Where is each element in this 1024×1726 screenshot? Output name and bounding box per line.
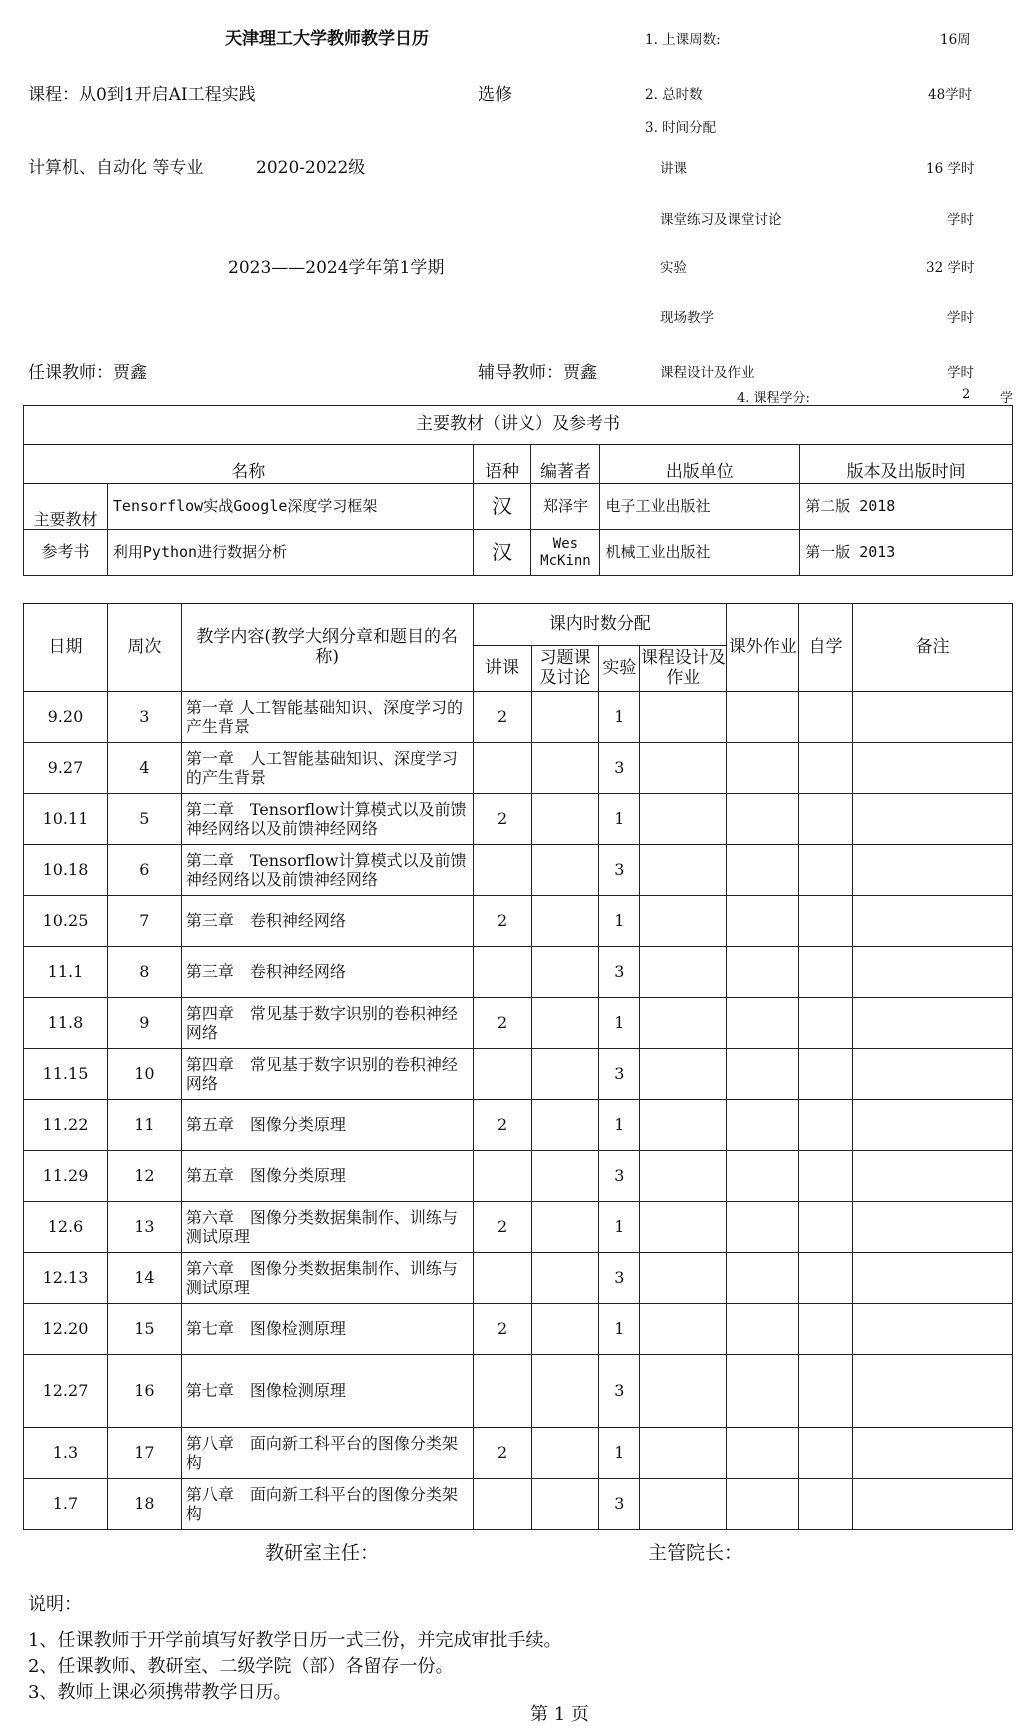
row-lecture: 2: [473, 692, 531, 743]
row-lecture: [473, 1355, 531, 1428]
credit-unit: 学: [1000, 391, 1014, 406]
row-notes: [853, 692, 1013, 743]
row-selfstudy: [799, 1479, 853, 1530]
row-lecture: [473, 1151, 531, 1202]
header-selfstudy: 自学: [799, 604, 853, 692]
row-notes: [853, 1100, 1013, 1151]
row-lecture: 2: [473, 896, 531, 947]
book-name: Tensorflow实战Google深度学习框架: [107, 484, 473, 530]
row-date: 11.8: [24, 998, 108, 1049]
table-row: [24, 1253, 1013, 1304]
col-header-publisher: 出版单位: [600, 445, 800, 484]
lab-label: 实验: [660, 260, 687, 276]
row-lab: 3: [599, 1479, 640, 1530]
header-week: 周次: [107, 604, 181, 692]
row-homework: [727, 1428, 799, 1479]
table-row: [24, 1304, 1013, 1355]
major-line: 计算机、自动化 等专业: [28, 158, 204, 178]
row-exercise: [531, 1479, 599, 1530]
row-selfstudy: [799, 1355, 853, 1428]
table-row: [24, 530, 1013, 576]
header-date: 日期: [24, 604, 108, 692]
row-content: 第三章 卷积神经网络: [181, 896, 473, 947]
lab-value: 32 学时: [926, 260, 975, 276]
row-lecture: [473, 743, 531, 794]
row-exercise: [531, 998, 599, 1049]
row-selfstudy: [799, 743, 853, 794]
row-lab: 3: [599, 1253, 640, 1304]
row-selfstudy: [799, 1304, 853, 1355]
credit-label: 4. 课程学分:: [737, 391, 810, 406]
row-exercise: [531, 1428, 599, 1479]
col-header-author: 编著者: [531, 445, 600, 484]
table-row: [24, 1355, 1013, 1428]
course-type: 选修: [478, 85, 512, 105]
table-row: [24, 743, 1013, 794]
row-date: 1.3: [24, 1428, 108, 1479]
row-week: 18: [107, 1479, 181, 1530]
row-notes: [853, 1304, 1013, 1355]
row-date: 9.27: [24, 743, 108, 794]
row-exercise: [531, 794, 599, 845]
row-date: 11.22: [24, 1100, 108, 1151]
book-publisher: 机械工业出版社: [600, 530, 800, 576]
row-week: 8: [107, 947, 181, 998]
row-lecture: [473, 845, 531, 896]
table-row: [24, 845, 1013, 896]
row-week: 5: [107, 794, 181, 845]
row-date: 10.11: [24, 794, 108, 845]
header-content: 教学内容(教学大纲分章和题目的名称): [181, 604, 473, 692]
row-week: 12: [107, 1151, 181, 1202]
row-notes: [853, 896, 1013, 947]
header-notes: 备注: [853, 604, 1013, 692]
row-lecture: 2: [473, 1428, 531, 1479]
row-design: [640, 1253, 727, 1304]
dean-signature-label: 主管院长：: [648, 1542, 744, 1564]
table-row: [24, 794, 1013, 845]
row-lab: 1: [599, 794, 640, 845]
row-design: [640, 1355, 727, 1428]
row-selfstudy: [799, 1151, 853, 1202]
row-notes: [853, 1253, 1013, 1304]
row-content: 第八章 面向新工科平台的图像分类架构: [181, 1479, 473, 1530]
table-row: [24, 1049, 1013, 1100]
row-lecture: 2: [473, 1202, 531, 1253]
director-signature-label: 教研室主任：: [265, 1542, 380, 1564]
row-content: 第四章 常见基于数字识别的卷积神经网络: [181, 1049, 473, 1100]
row-week: 14: [107, 1253, 181, 1304]
row-exercise: [531, 1049, 599, 1100]
row-lecture: 2: [473, 1304, 531, 1355]
row-date: 11.29: [24, 1151, 108, 1202]
hours-label: 2. 总时数: [645, 87, 703, 103]
row-lab: 1: [599, 998, 640, 1049]
textbook-section-title: 主要教材（讲义）及参考书: [24, 406, 1013, 445]
row-lecture: 2: [473, 998, 531, 1049]
row-content: 第七章 图像检测原理: [181, 1304, 473, 1355]
row-date: 12.27: [24, 1355, 108, 1428]
row-notes: [853, 1202, 1013, 1253]
book-edition: 第一版 2013: [800, 530, 1013, 576]
credit-value: 2: [962, 387, 971, 402]
row-lab: 1: [599, 1428, 640, 1479]
textbook-table: [23, 405, 1013, 576]
row-lecture: [473, 1479, 531, 1530]
row-week: 7: [107, 896, 181, 947]
row-selfstudy: [799, 998, 853, 1049]
row-content: 第一章 人工智能基础知识、深度学习的产生背景: [181, 692, 473, 743]
row-homework: [727, 1355, 799, 1428]
row-homework: [727, 896, 799, 947]
row-date: 10.25: [24, 896, 108, 947]
row-design: [640, 845, 727, 896]
book-kind: 主要教材: [24, 484, 108, 530]
note-line: 2、任课教师、教研室、二级学院（部）各留存一份。: [28, 1656, 454, 1677]
book-kind: 参考书: [24, 530, 108, 576]
row-lab: 3: [599, 1151, 640, 1202]
row-homework: [727, 1100, 799, 1151]
row-lab: 1: [599, 692, 640, 743]
row-design: [640, 794, 727, 845]
row-homework: [727, 794, 799, 845]
row-lab: 1: [599, 1202, 640, 1253]
grade: 2020-2022级: [256, 158, 366, 178]
row-notes: [853, 1151, 1013, 1202]
header-design: 课程设计及作业: [640, 646, 727, 692]
course-name: 课程：从0到1开启AI工程实践: [28, 85, 256, 105]
row-design: [640, 896, 727, 947]
row-week: 9: [107, 998, 181, 1049]
row-date: 1.7: [24, 1479, 108, 1530]
row-design: [640, 1151, 727, 1202]
row-date: 10.18: [24, 845, 108, 896]
row-design: [640, 1202, 727, 1253]
col-header-name: 名称: [24, 445, 474, 484]
hours-value: 48学时: [928, 87, 973, 103]
table-row: [24, 1479, 1013, 1530]
row-selfstudy: [799, 794, 853, 845]
row-content: 第三章 卷积神经网络: [181, 947, 473, 998]
row-homework: [727, 998, 799, 1049]
row-lecture: 2: [473, 794, 531, 845]
row-date: 11.1: [24, 947, 108, 998]
row-design: [640, 1049, 727, 1100]
table-row: [24, 896, 1013, 947]
table-row: [24, 1202, 1013, 1253]
col-header-language: 语种: [473, 445, 531, 484]
row-date: 12.6: [24, 1202, 108, 1253]
page-number: 第 1 页: [530, 1704, 589, 1725]
lecture-value: 16 学时: [926, 161, 975, 177]
row-exercise: [531, 845, 599, 896]
row-notes: [853, 1355, 1013, 1428]
row-selfstudy: [799, 1049, 853, 1100]
lecture-label: 讲课: [660, 161, 687, 177]
row-lab: 3: [599, 743, 640, 794]
schedule-table: [23, 603, 1013, 1530]
row-lab: 3: [599, 1355, 640, 1428]
exercise-label: 课堂练习及课堂讨论: [660, 212, 782, 228]
row-date: 9.20: [24, 692, 108, 743]
row-exercise: [531, 896, 599, 947]
row-homework: [727, 743, 799, 794]
row-content: 第二章 Tensorflow计算模式以及前馈神经网络以及前馈神经网络: [181, 794, 473, 845]
header-inclass-hours: 课内时数分配: [473, 604, 727, 646]
row-lecture: [473, 947, 531, 998]
row-exercise: [531, 1100, 599, 1151]
row-homework: [727, 1253, 799, 1304]
header-lab: 实验: [599, 646, 640, 692]
header-homework: 课外作业: [727, 604, 799, 692]
row-design: [640, 692, 727, 743]
row-week: 3: [107, 692, 181, 743]
row-content: 第一章 人工智能基础知识、深度学习的产生背景: [181, 743, 473, 794]
row-lecture: [473, 1253, 531, 1304]
weeks-value: 16周: [940, 32, 971, 48]
field-label: 现场教学: [660, 310, 714, 326]
row-exercise: [531, 743, 599, 794]
row-lecture: [473, 1049, 531, 1100]
header-exercise: 习题课及讨论: [531, 646, 599, 692]
row-notes: [853, 1428, 1013, 1479]
notes-title: 说明：: [28, 1594, 82, 1615]
table-row: [24, 1428, 1013, 1479]
book-author: 郑泽宇: [531, 484, 600, 530]
row-exercise: [531, 1253, 599, 1304]
row-notes: [853, 743, 1013, 794]
row-homework: [727, 1202, 799, 1253]
design-label: 课程设计及作业: [660, 365, 755, 381]
row-content: 第六章 图像分类数据集制作、训练与测试原理: [181, 1202, 473, 1253]
tutor: 辅导教师：贾鑫: [478, 363, 597, 383]
table-row: [24, 692, 1013, 743]
table-row: [24, 484, 1013, 530]
row-exercise: [531, 1304, 599, 1355]
row-selfstudy: [799, 947, 853, 998]
row-homework: [727, 1479, 799, 1530]
row-content: 第五章 图像分类原理: [181, 1151, 473, 1202]
book-edition: 第二版 2018: [800, 484, 1013, 530]
row-selfstudy: [799, 1253, 853, 1304]
row-notes: [853, 998, 1013, 1049]
row-homework: [727, 1151, 799, 1202]
row-design: [640, 743, 727, 794]
table-row: [24, 998, 1013, 1049]
row-design: [640, 1428, 727, 1479]
exercise-value: 学时: [947, 212, 974, 228]
row-lab: 3: [599, 1049, 640, 1100]
row-week: 11: [107, 1100, 181, 1151]
row-homework: [727, 1049, 799, 1100]
table-row: [24, 1151, 1013, 1202]
book-language: 汉: [473, 484, 531, 530]
note-line: 1、任课教师于开学前填写好教学日历一式三份，并完成审批手续。: [28, 1630, 562, 1651]
book-language: 汉: [473, 530, 531, 576]
row-notes: [853, 794, 1013, 845]
row-exercise: [531, 692, 599, 743]
row-content: 第七章 图像检测原理: [181, 1355, 473, 1428]
row-lab: 1: [599, 896, 640, 947]
row-selfstudy: [799, 1428, 853, 1479]
row-notes: [853, 845, 1013, 896]
row-content: 第五章 图像分类原理: [181, 1100, 473, 1151]
row-date: 12.13: [24, 1253, 108, 1304]
row-week: 15: [107, 1304, 181, 1355]
row-design: [640, 998, 727, 1049]
row-selfstudy: [799, 692, 853, 743]
row-week: 10: [107, 1049, 181, 1100]
row-selfstudy: [799, 1202, 853, 1253]
row-week: 4: [107, 743, 181, 794]
row-selfstudy: [799, 896, 853, 947]
row-design: [640, 947, 727, 998]
row-week: 6: [107, 845, 181, 896]
header-lecture: 讲课: [473, 646, 531, 692]
row-date: 11.15: [24, 1049, 108, 1100]
row-content: 第八章 面向新工科平台的图像分类架构: [181, 1428, 473, 1479]
row-notes: [853, 1049, 1013, 1100]
row-notes: [853, 947, 1013, 998]
table-row: [24, 1100, 1013, 1151]
field-value: 学时: [947, 310, 974, 326]
semester: 2023——2024学年第1学期: [228, 258, 445, 278]
row-exercise: [531, 1355, 599, 1428]
col-header-edition: 版本及出版时间: [800, 445, 1013, 484]
row-lab: 3: [599, 947, 640, 998]
row-exercise: [531, 947, 599, 998]
row-date: 12.20: [24, 1304, 108, 1355]
page-title: 天津理工大学教师教学日历: [225, 29, 429, 49]
row-selfstudy: [799, 1100, 853, 1151]
row-homework: [727, 845, 799, 896]
table-row: [24, 947, 1013, 998]
row-lab: 1: [599, 1304, 640, 1355]
row-content: 第六章 图像分类数据集制作、训练与测试原理: [181, 1253, 473, 1304]
row-week: 17: [107, 1428, 181, 1479]
row-notes: [853, 1479, 1013, 1530]
row-design: [640, 1100, 727, 1151]
row-homework: [727, 1304, 799, 1355]
teacher: 任课教师：贾鑫: [28, 363, 147, 383]
book-author: Wes McKinn: [531, 530, 600, 576]
row-exercise: [531, 1151, 599, 1202]
row-week: 16: [107, 1355, 181, 1428]
design-value: 学时: [947, 365, 974, 381]
row-exercise: [531, 1202, 599, 1253]
book-name: 利用Python进行数据分析: [107, 530, 473, 576]
row-selfstudy: [799, 845, 853, 896]
alloc-label: 3. 时间分配: [645, 120, 717, 136]
row-content: 第二章 Tensorflow计算模式以及前馈神经网络以及前馈神经网络: [181, 845, 473, 896]
weeks-label: 1. 上课周数:: [645, 32, 721, 48]
row-lecture: 2: [473, 1100, 531, 1151]
note-line: 3、教师上课必须携带教学日历。: [28, 1682, 292, 1703]
book-publisher: 电子工业出版社: [600, 484, 800, 530]
row-week: 13: [107, 1202, 181, 1253]
row-lab: 3: [599, 845, 640, 896]
row-lab: 1: [599, 1100, 640, 1151]
row-content: 第四章 常见基于数字识别的卷积神经网络: [181, 998, 473, 1049]
row-homework: [727, 947, 799, 998]
row-homework: [727, 692, 799, 743]
row-design: [640, 1479, 727, 1530]
row-design: [640, 1304, 727, 1355]
